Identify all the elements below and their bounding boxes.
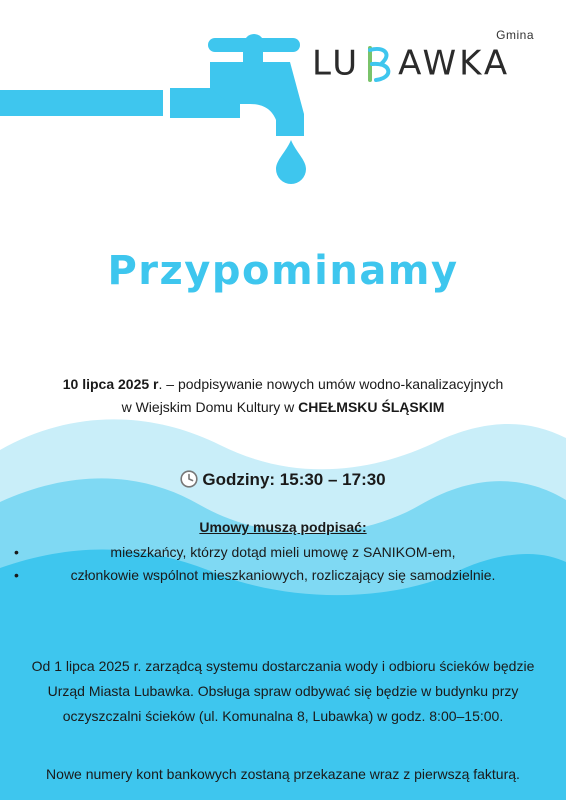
notice-paragraph <box>0 654 566 729</box>
logo-suffix: AWKA <box>398 43 511 84</box>
gmina-lubawka-logo <box>312 22 542 82</box>
must-sign-list <box>0 541 566 587</box>
clock-icon <box>180 470 198 488</box>
list-item-text: członkowie wspólnot mieszkaniowych, rozliczający się samodzielnie. <box>70 567 496 583</box>
intro-line-1-rest: . – podpisywanie nowych umów wodno-kanalizacyjnych <box>158 376 504 392</box>
logo-wordmark <box>312 42 510 84</box>
intro-line-2 <box>0 396 566 419</box>
notice-line: oczyszczalni ścieków (ul. Komunalna 8, Lubawka) w godz. 8:00–15:00. <box>62 708 504 724</box>
logo-prefix: LU <box>312 43 361 84</box>
list-item <box>0 564 566 587</box>
intro-line-1 <box>0 373 566 396</box>
logo-small-text: Gmina <box>496 28 534 42</box>
notice-line: Urząd Miasta Lubawka. Obsługa spraw odbywać się będzie w budynku przy <box>47 683 519 699</box>
list-item <box>0 541 566 564</box>
heart-b-icon <box>362 44 396 84</box>
intro-location: CHEŁMSKU ŚLĄSKIM <box>298 399 445 415</box>
bullet-icon: • <box>14 544 19 560</box>
list-item-text: mieszkańcy, którzy dotąd mieli umowę z SANIKOM-em, <box>110 544 456 560</box>
bullet-icon: • <box>14 567 19 583</box>
page-title: Przypominamy <box>107 248 459 294</box>
footer-note: Nowe numery kont bankowych zostaną przekazane wraz z pierwszą fakturą. <box>46 766 520 782</box>
opening-hours <box>0 470 566 490</box>
water-drop-icon <box>276 140 306 184</box>
intro-text <box>0 373 566 419</box>
hours-text: Godziny: 15:30 – 17:30 <box>202 470 386 489</box>
notice-line: Od 1 lipca 2025 r. zarządcą systemu dostarczania wody i odbioru ścieków będzie <box>31 658 535 674</box>
intro-date: 10 lipca 2025 r <box>62 376 159 392</box>
must-sign-title: Umowy muszą podpisać: <box>199 519 367 535</box>
intro-line-2-prefix: w Wiejskim Domu Kultury w <box>121 399 299 415</box>
water-tap-icon <box>0 0 340 200</box>
